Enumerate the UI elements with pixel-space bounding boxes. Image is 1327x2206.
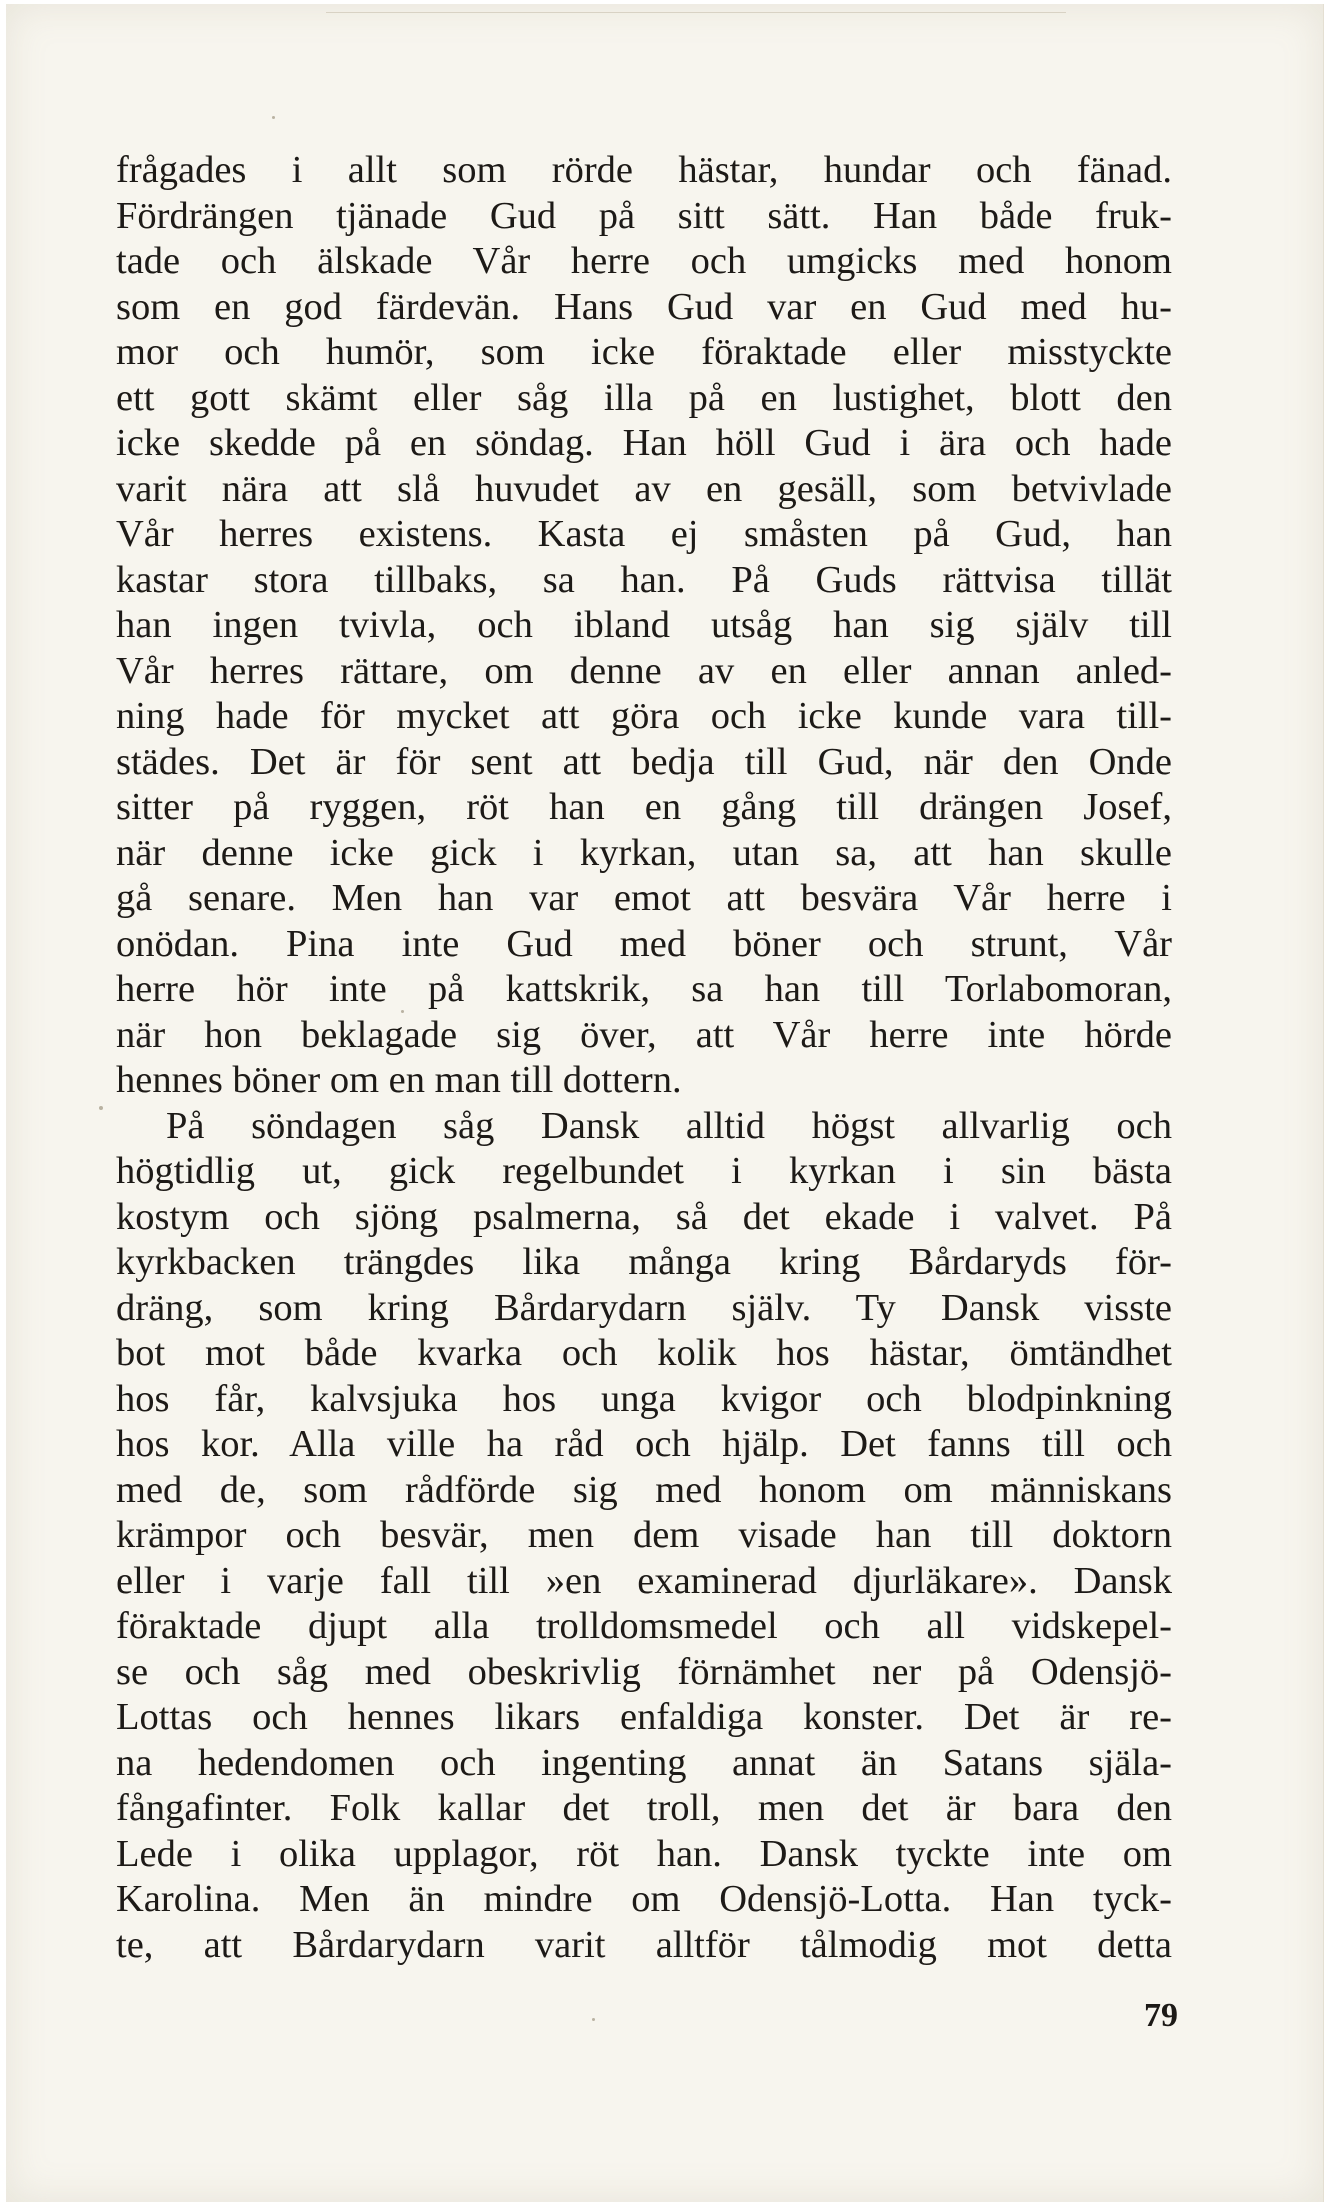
page-top-edge <box>326 12 1066 13</box>
text-line: han ingen tvivla, och ibland utsåg han sig själv till <box>116 604 1172 646</box>
text-line: ning hade för mycket att göra och icke kunde vara till- <box>116 695 1172 737</box>
text-line: mor och humör, som icke föraktade eller misstyckte <box>116 331 1172 373</box>
text-line: föraktade djupt alla trolldomsmedel och all vidskepel- <box>116 1605 1172 1647</box>
text-line: städes. Det är för sent att bedja till Gud, när den Onde <box>116 740 1172 783</box>
text-line: icke skedde på en söndag. Han höll Gud i ära och hade <box>116 422 1172 464</box>
text-line: när denne icke gick i kyrkan, utan sa, att han skulle <box>116 831 1172 874</box>
text-line: eller i varje fall till »en examinerad djurläkare». Dansk <box>116 1559 1172 1602</box>
paper-speck <box>592 2018 595 2021</box>
text-line: bot mot både kvarka och kolik hos hästar, ömtändhet <box>116 1332 1172 1374</box>
book-page <box>6 4 1324 2202</box>
text-line: ett gott skämt eller såg illa på en lustighet, blott den <box>116 376 1172 419</box>
text-line: varit nära att slå huvudet av en gesäll, som betvivlade <box>116 467 1172 510</box>
text-line: med de, som rådförde sig med honom om människans <box>116 1468 1172 1511</box>
text-line: krämpor och besvär, men dem visade han till doktorn <box>116 1514 1172 1556</box>
text-line: tade och älskade Vår herre och umgicks med honom <box>116 240 1172 282</box>
text-line: herre hör inte på kattskrik, sa han till Torlabomoran, <box>116 968 1172 1010</box>
text-line: te, att Bårdarydarn varit alltför tålmodig mot detta <box>116 1923 1172 1966</box>
text-line: kyrkbacken trängdes lika många kring Bårdaryds för- <box>116 1241 1172 1283</box>
text-line: hos får, kalvsjuka hos unga kvigor och blodpinkning <box>116 1377 1172 1420</box>
paper-speck <box>272 116 275 119</box>
text-line: gå senare. Men han var emot att besvära Vår herre i <box>116 877 1172 919</box>
text-line: kastar stora tillbaks, sa han. På Guds rättvisa tillät <box>116 558 1172 601</box>
paragraph-start-line: På söndagen såg Dansk alltid högst allvarlig och <box>166 1104 1172 1147</box>
text-line: fångafinter. Folk kallar det troll, men det är bara den <box>116 1787 1172 1829</box>
page-number: 79 <box>1144 1997 1178 2034</box>
text-line: Vår herres existens. Kasta ej småsten på Gud, han <box>116 513 1172 555</box>
text-line: Lottas och hennes likars enfaldiga konster. Det är re- <box>116 1696 1172 1738</box>
paragraph-end-line: hennes böner om en man till dottern. <box>116 1059 682 1101</box>
text-line: hos kor. Alla ville ha råd och hjälp. Det fanns till och <box>116 1423 1172 1465</box>
text-line: se och såg med obeskrivlig förnämhet ner på Odensjö- <box>116 1650 1172 1693</box>
text-line: Karolina. Men än mindre om Odensjö-Lotta. Han tyck- <box>116 1878 1172 1920</box>
text-line: högtidlig ut, gick regelbundet i kyrkan i sin bästa <box>116 1150 1172 1192</box>
paper-speck <box>401 1010 404 1013</box>
text-line: sitter på ryggen, röt han en gång till drängen Josef, <box>116 786 1172 828</box>
text-line: dräng, som kring Bårdarydarn själv. Ty Dansk visste <box>116 1286 1172 1329</box>
text-line: Lede i olika upplagor, röt han. Dansk tyckte inte om <box>116 1832 1172 1875</box>
text-line: Fördrängen tjänade Gud på sitt sätt. Han både fruk- <box>116 194 1172 237</box>
text-line: kostym och sjöng psalmerna, så det ekade i valvet. På <box>116 1195 1172 1238</box>
text-line: som en god färdevän. Hans Gud var en Gud med hu- <box>116 285 1172 328</box>
text-line: Vår herres rättare, om denne av en eller annan anled- <box>116 649 1172 692</box>
text-line: na hedendomen och ingenting annat än Satans själa- <box>116 1741 1172 1784</box>
text-line: när hon beklagade sig över, att Vår herre inte hörde <box>116 1013 1172 1056</box>
text-line: onödan. Pina inte Gud med böner och strunt, Vår <box>116 922 1172 965</box>
paper-speck <box>99 1106 103 1110</box>
text-line: frågades i allt som rörde hästar, hundar och fänad. <box>116 149 1172 191</box>
body-text <box>116 148 1172 1968</box>
